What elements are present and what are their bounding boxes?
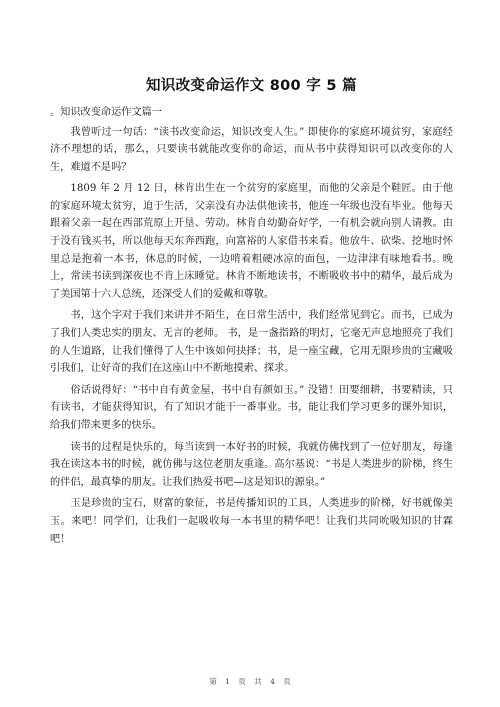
section-heading: 。知识改变命运作文篇一 [50, 107, 163, 118]
paragraph-6: 玉是珍贵的宝石，财富的象征，书是传播知识的工具，人类进步的阶梯，好书就像美玉。来吧！同学们，让我们一起吸收每一本书里的精华吧！让我们共同吮吸知识的甘霖吧！ [50, 498, 453, 545]
document-title: 知识改变命运作文 800 字 5 篇 [146, 78, 357, 94]
paragraph-2: 1809 年 2 月 12 日，林肯出生在一个贫穷的家庭里，而他的父亲是个鞋匠。由于他的家庭环境太贫穷，迫于生活，父亲没有办法供他读书，他连一年级也没有毕业。他每天跟着父亲一起在西部荒原上开垦、劳动。林肯自幼勤奋好学，一有机会就向别人请教。由于没有钱买书，所以他每天东奔西跑，向富裕的人家借书来看。他放牛、砍柴、挖地时怀里总是抱着一本书，休息的时候，一边啃着粗硬冰凉的面包，一边津津有味地看书。晚上，常读书读到深夜也不肯上床睡觉。林肯不断地读书，不断吸收书中的精华，最后成为了美国第十六人总统，还深受人们的爱戴和尊敬。 [50, 183, 453, 300]
page-number-footer: 第 1 页 共 4 页 [209, 677, 291, 686]
paragraph-3: 书，这个字对于我们来讲并不陌生，在日常生活中，我们经常见到它。而书，已成为了我们人类忠实的朋友、无言的老师。 书，是一盏指路的明灯，它毫无声息地照亮了我们的人生道路，让我们懂得了人生中该如何抉择；书，是一座宝藏，它用无限珍贵的宝藏吸引我们，让好奇的我们在这座山中不断地摸索、探求。 [50, 310, 453, 375]
paragraph-1: 我曾听过一句话：“读书改变命运，知识改变人生。” 即使你的家庭环境贫穷，家庭经济不理想的话，那么，只要读书就能改变你的命运，而从书中获得知识可以改变你的人生，难道不是吗？ [50, 126, 453, 173]
paragraph-4: 俗话说得好：“书中自有黄金屋，书中自有颜如玉。” 没错！田要细耕，书要精读，只有读书，才能获得知识，有了知识才能干一番事业。书，能让我们学习更多的课外知识，给我们带来更多的快乐。 [50, 384, 453, 431]
paragraph-5: 读书的过程是快乐的，每当读到一本好书的时候，我就仿佛找到了一位好朋友，每逢我在读这本书的时候，就仿佛与这位老朋友重逢。高尔基说：“书是人类进步的阶梯，终生的伴侣，最真挚的朋友。让我们热爱书吧—这是知识的源泉。” [50, 441, 453, 488]
